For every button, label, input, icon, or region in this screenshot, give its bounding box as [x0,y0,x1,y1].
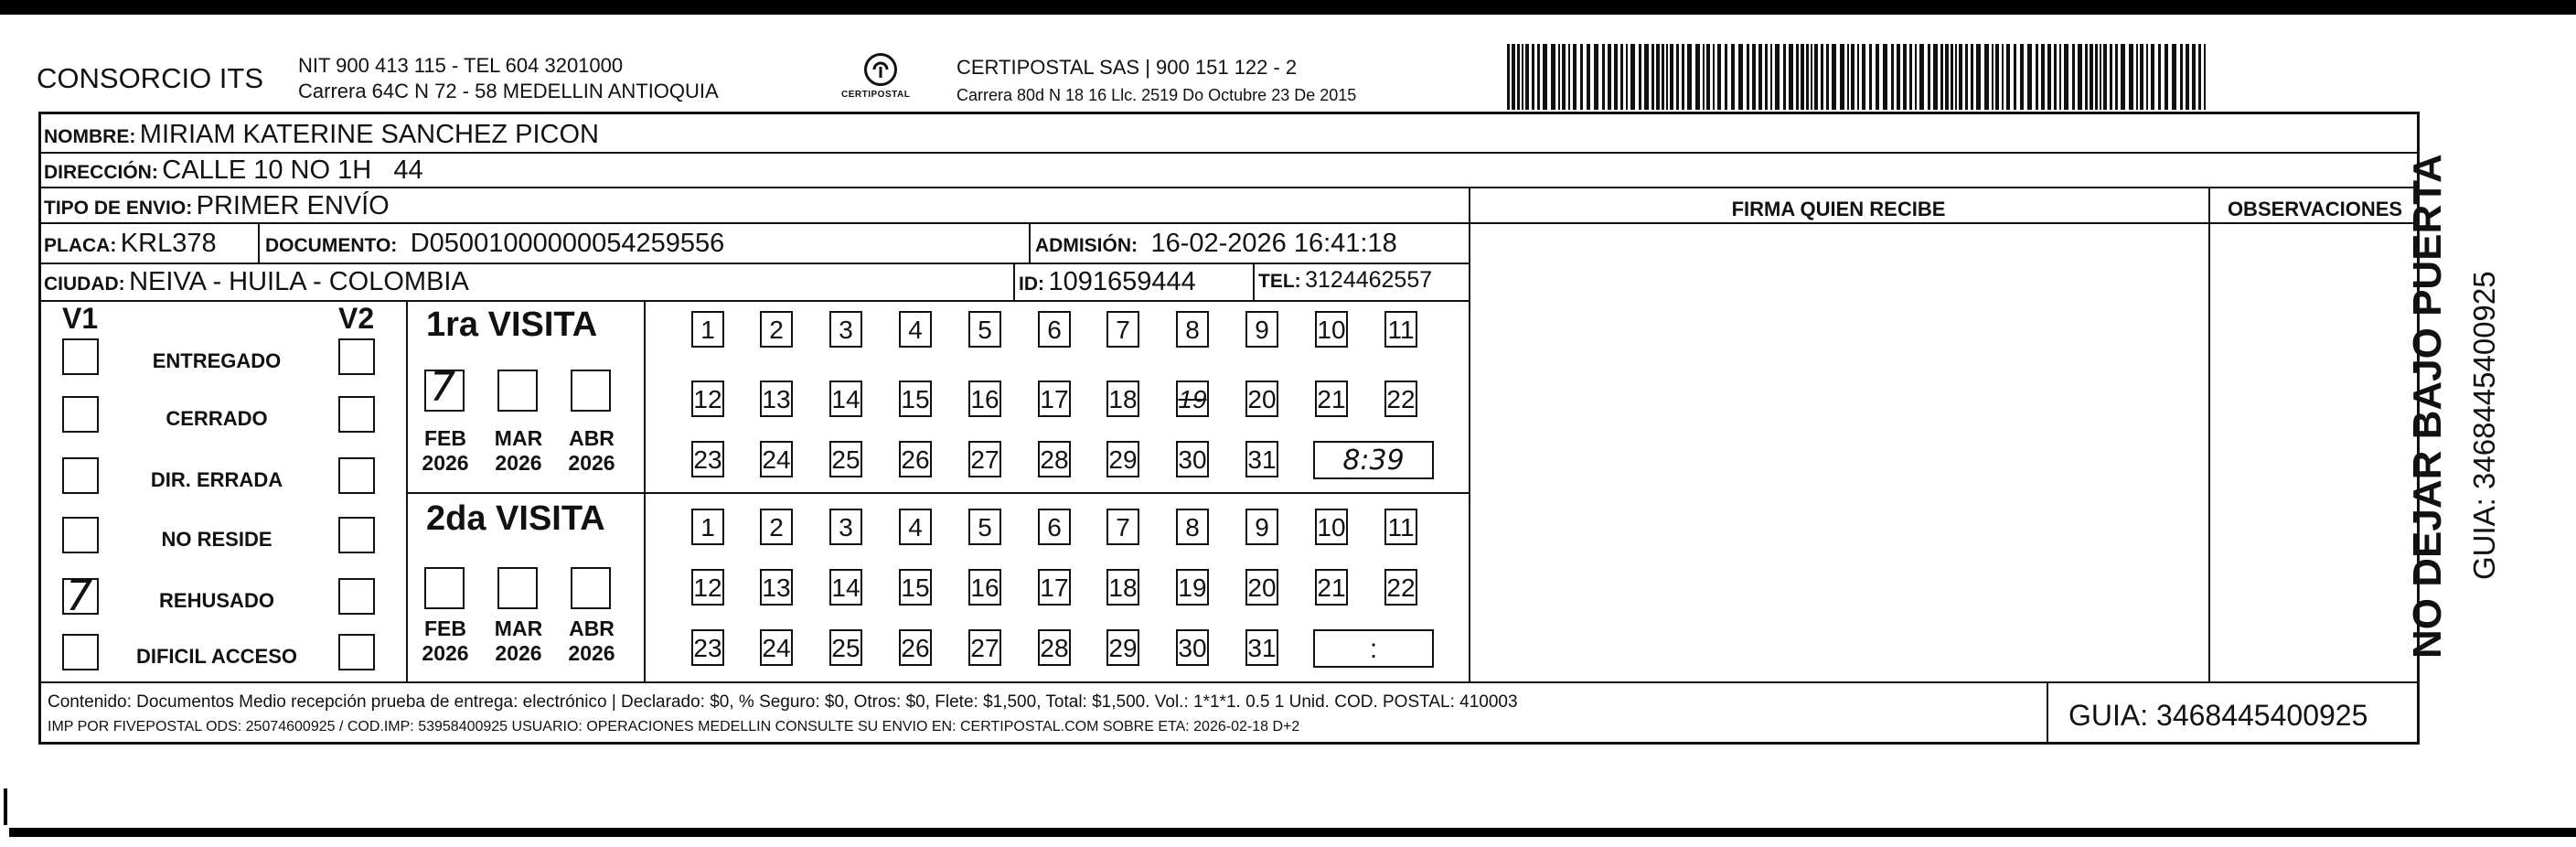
v1-mark: 7 [66,571,93,620]
second-day-10[interactable]: 10 [1315,509,1348,545]
second-day-28[interactable]: 28 [1038,629,1071,666]
v2-checkbox-0[interactable] [338,338,375,375]
carrier-logo-text: CERTIPOSTAL [841,90,911,100]
placa-field [44,229,217,259]
first-day-27[interactable]: 27 [968,441,1001,477]
first-day-16[interactable]: 16 [968,381,1001,417]
id-field [1019,267,1196,297]
second-day-31[interactable]: 31 [1245,629,1278,666]
second-day-21[interactable]: 21 [1315,569,1348,606]
tel-label: TEL: [1258,271,1301,292]
first-month-label-mar: MAR 2026 [494,426,543,475]
admision-label: ADMISIÓN: [1035,235,1138,256]
documento-field [265,229,724,259]
nombre-row [44,120,599,150]
second-day-14[interactable]: 14 [829,569,862,606]
first-day-17[interactable]: 17 [1038,381,1071,417]
status-label-4: REHUSADO [159,589,274,612]
footer-imp: IMP POR FIVEPOSTAL ODS: 25074600925 / COD.IMP: 53958400925 USUARIO: OPERACIONES MEDELLIN CONSULTE SU ENVIO EN: CERTIPOSTAL.COM SOBRE ETA: 2026-02-18 D+2 [48,719,1300,734]
second-day-12[interactable]: 12 [691,569,724,606]
first-day-5[interactable]: 5 [968,311,1001,348]
second-day-8[interactable]: 8 [1176,509,1209,545]
tipo-envio-value: PRIMER ENVÍO [196,191,390,220]
first-day-2[interactable]: 2 [760,311,793,348]
first-day-31[interactable]: 31 [1245,441,1278,477]
first-day-20[interactable]: 20 [1245,381,1278,417]
v1-header: V1 [62,302,99,335]
status-label-0: ENTREGADO [152,349,282,372]
admision-value: 16-02-2026 16:41:18 [1150,229,1397,258]
first-day-3[interactable]: 3 [829,311,862,348]
first-day-11[interactable]: 11 [1384,311,1417,348]
second-day-22[interactable]: 22 [1384,569,1417,606]
second-day-17[interactable]: 17 [1038,569,1071,606]
second-day-30[interactable]: 30 [1176,629,1209,666]
first-day-6[interactable]: 6 [1038,311,1071,348]
status-label-1: CERRADO [166,407,268,430]
observaciones-header: OBSERVACIONES [2227,198,2403,220]
ciudad-value: NEIVA - HUILA - COLOMBIA [129,267,469,296]
second-day-27[interactable]: 27 [968,629,1001,666]
v2-checkbox-3[interactable] [338,517,375,553]
second-month-box-feb[interactable] [424,567,465,609]
second-day-18[interactable]: 18 [1106,569,1139,606]
first-day-1[interactable]: 1 [691,311,724,348]
second-month-label-abr: ABR 2026 [568,616,615,665]
second-day-4[interactable]: 4 [899,509,932,545]
first-day-28[interactable]: 28 [1038,441,1071,477]
first-day-19[interactable]: 19 [1176,381,1209,417]
first-day-23[interactable]: 23 [691,441,724,477]
second-day-3[interactable]: 3 [829,509,862,545]
status-label-5: DIFICIL ACCESO [135,645,297,668]
first-day-30[interactable]: 30 [1176,441,1209,477]
first-day-18[interactable]: 18 [1106,381,1139,417]
v2-checkbox-1[interactable] [338,396,375,433]
v1-checkbox-5[interactable] [62,634,99,670]
first-day-13[interactable]: 13 [760,381,793,417]
documento-value: D05001000000054259556 [410,229,725,258]
second-day-9[interactable]: 9 [1245,509,1278,545]
v1-checkbox-1[interactable] [62,396,99,433]
second-day-24[interactable]: 24 [760,629,793,666]
direccion-row [44,155,423,186]
first-month-label-feb: FEB 2026 [422,426,469,475]
second-day-16[interactable]: 16 [968,569,1001,606]
second-month-box-abr[interactable] [571,567,611,609]
direccion-label: DIRECCIÓN: [44,162,158,183]
first-day-15[interactable]: 15 [899,381,932,417]
footer-guia: GUIA: 3468445400925 [2068,699,2368,732]
first-day-25[interactable]: 25 [829,441,862,477]
first-time-box[interactable]: 8:39 [1313,441,1434,479]
carrier-name: CERTIPOSTAL SAS | 900 151 122 - 2 [957,56,1298,79]
scan-edge-bottom [9,828,2576,837]
second-day-25[interactable]: 25 [829,629,862,666]
second-time-box[interactable]: : [1313,629,1434,668]
second-day-13[interactable]: 13 [760,569,793,606]
placa-value: KRL378 [120,229,217,258]
firma-header: FIRMA QUIEN RECIBE [1731,198,1946,220]
second-day-29[interactable]: 29 [1106,629,1139,666]
barcode [1507,44,2211,110]
second-day-20[interactable]: 20 [1245,569,1278,606]
first-month-box-feb[interactable] [424,364,465,412]
v2-checkbox-4[interactable] [338,578,375,615]
footer-contents: Contenido: Documentos Medio recepción prueba de entrega: electrónico | Declarado: $0, % Seguro: $0, Otros: $0, Flete: $1,500, Total: $1,500. Vol.: 1*1*1. 0.5 1 Unid. COD. POSTAL: 410003 [48,692,1518,712]
first-day-4[interactable]: 4 [899,311,932,348]
tel-field [1258,267,1432,294]
first-day-26[interactable]: 26 [899,441,932,477]
nombre-value: MIRIAM KATERINE SANCHEZ PICON [139,120,599,149]
ciudad-label: CIUDAD: [44,273,125,295]
second-month-label-feb: FEB 2026 [422,616,469,665]
v1-checkbox-3[interactable] [62,517,99,553]
id-label: ID: [1019,273,1044,295]
first-day-7[interactable]: 7 [1106,311,1139,348]
v1-checkbox-2[interactable] [62,457,99,494]
second-day-7[interactable]: 7 [1106,509,1139,545]
tipo-envio-row [44,191,390,221]
first-month-box-mar[interactable] [497,370,538,412]
second-day-6[interactable]: 6 [1038,509,1071,545]
second-day-2[interactable]: 2 [760,509,793,545]
tipo-envio-label: TIPO DE ENVIO: [44,198,193,219]
side-warning: NO DEJAR BAJO PUERTA [2405,154,2450,659]
company-address: Carrera 64C N 72 - 58 MEDELLIN ANTIOQUIA [298,80,719,102]
id-value: 1091659444 [1048,267,1196,296]
documento-label: DOCUMENTO: [265,235,398,256]
second-month-box-mar[interactable] [497,567,538,609]
second-month-label-mar: MAR 2026 [494,616,543,665]
company-name: CONSORCIO ITS [37,62,264,94]
tel-value: 3124462557 [1305,267,1433,293]
second-visit-title: 2da VISITA [426,499,605,538]
v1-checkbox-0[interactable] [62,338,99,375]
first-day-12[interactable]: 12 [691,381,724,417]
first-day-22[interactable]: 22 [1384,381,1417,417]
first-day-9[interactable]: 9 [1245,311,1278,348]
second-day-1[interactable]: 1 [691,509,724,545]
second-day-15[interactable]: 15 [899,569,932,606]
scan-edge-top [0,0,2576,15]
first-visit-title: 1ra VISITA [426,306,598,344]
first-day-14[interactable]: 14 [829,381,862,417]
second-day-26[interactable]: 26 [899,629,932,666]
second-day-5[interactable]: 5 [968,509,1001,545]
v2-checkbox-2[interactable] [338,457,375,494]
second-day-11[interactable]: 11 [1384,509,1417,545]
first-month-label-abr: ABR 2026 [568,426,615,475]
nombre-label: NOMBRE: [44,126,136,147]
status-label-2: DIR. ERRADA [150,468,283,491]
v2-header: V2 [338,302,375,335]
v1-checkbox-4[interactable] [62,571,99,620]
first-day-29[interactable]: 29 [1106,441,1139,477]
first-day-21[interactable]: 21 [1315,381,1348,417]
ciudad-field [44,267,469,297]
admision-field [1035,229,1397,259]
carrier-logo-icon [864,53,897,86]
carrier-address: Carrera 80d N 18 16 Llc. 2519 Do Octubre 23 De 2015 [957,86,1357,104]
v2-checkbox-5[interactable] [338,634,375,670]
first-day-8[interactable]: 8 [1176,311,1209,348]
first-day-24[interactable]: 24 [760,441,793,477]
second-day-19[interactable]: 19 [1176,569,1209,606]
first-month-box-abr[interactable] [571,370,611,412]
second-day-23[interactable]: 23 [691,629,724,666]
company-nit: NIT 900 413 115 - TEL 604 3201000 [298,54,624,77]
first-day-10[interactable]: 10 [1315,311,1348,348]
placa-label: PLACA: [44,235,117,256]
status-label-3: NO RESIDE [161,528,273,551]
direccion-value: CALLE 10 NO 1H 44 [162,155,423,185]
scan-edge-mark [4,788,7,825]
first-month-mark: 7 [430,364,455,411]
side-guia: GUIA: 3468445400925 [2467,271,2501,580]
